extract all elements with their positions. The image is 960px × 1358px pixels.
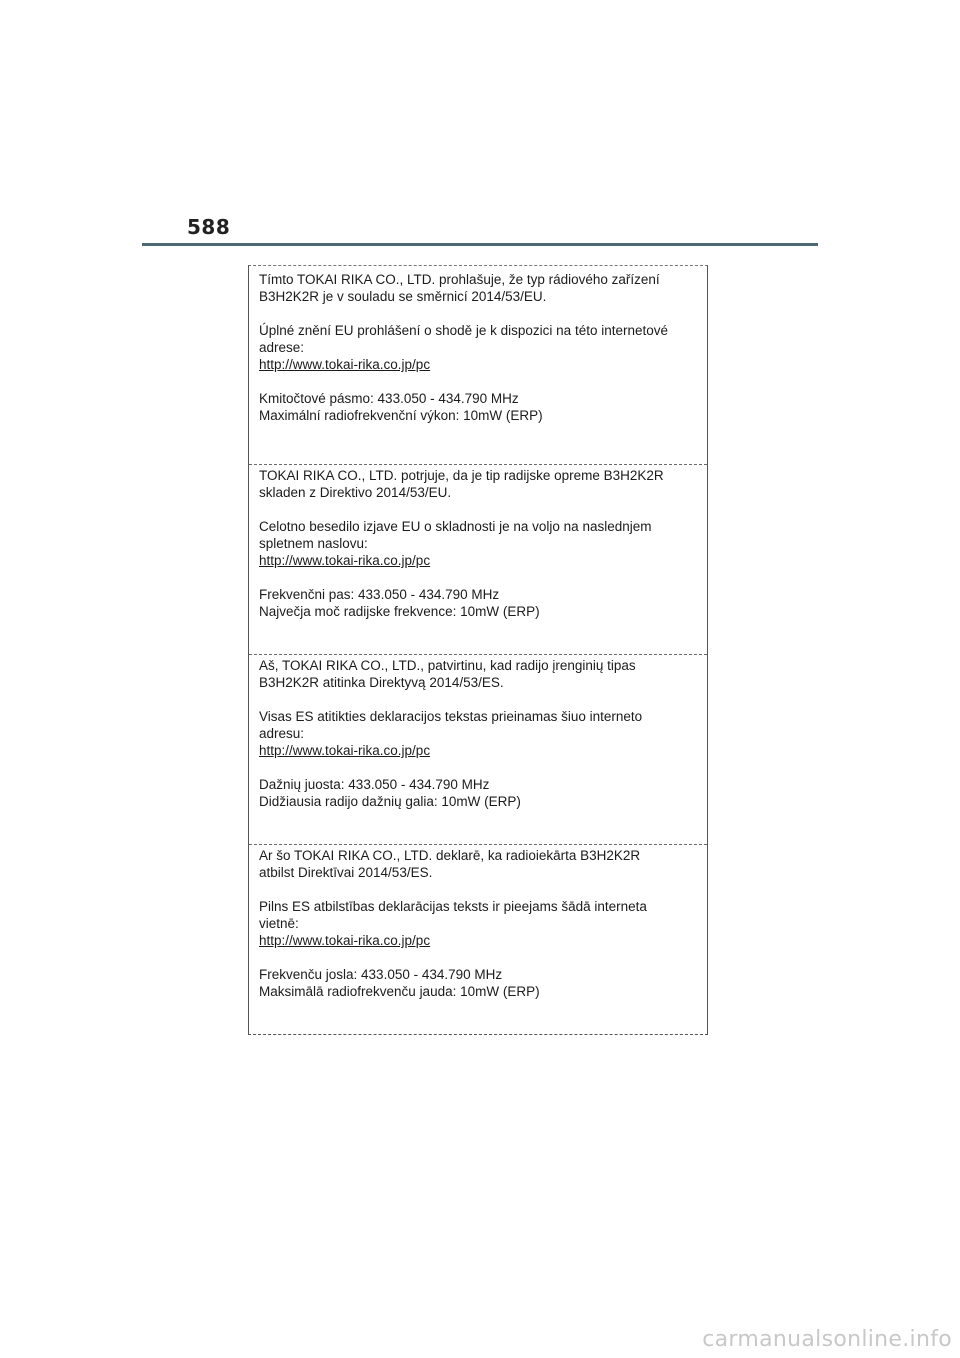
declaration-link[interactable]: http://www.tokai-rika.co.jp/pc <box>259 553 431 568</box>
declaration-link[interactable]: http://www.tokai-rika.co.jp/pc <box>259 357 431 372</box>
declaration-link[interactable]: http://www.tokai-rika.co.jp/pc <box>259 933 431 948</box>
page-number: 588 <box>187 215 231 239</box>
full-text-notice: spletnem naslovu: <box>259 536 368 551</box>
full-text-notice: adresu: <box>259 726 305 741</box>
max-power: Največja moč radijske frekvence: 10mW (ERP) <box>259 604 540 619</box>
declaration-text: B3H2K2R je v souladu se směrnicí 2014/53/EU. <box>259 289 547 304</box>
declaration-text: Ar šo TOKAI RIKA CO., LTD. deklarē, ka radioiekārta B3H2K2R <box>259 848 641 863</box>
declaration-section-slovenian <box>249 464 707 620</box>
full-text-notice: adrese: <box>259 340 305 355</box>
frequency-band: Kmitočtové pásmo: 433.050 - 434.790 MHz <box>259 391 519 406</box>
declaration-link[interactable]: http://www.tokai-rika.co.jp/pc <box>259 743 431 758</box>
full-text-notice: Visas ES atitikties deklaracijos tekstas prieinamas šiuo interneto <box>259 709 643 724</box>
declaration-section-lithuanian <box>249 654 707 810</box>
declaration-section-latvian <box>249 844 707 1000</box>
declaration-text: Tímto TOKAI RIKA CO., LTD. prohlašuje, že typ rádiového zařízení <box>259 272 660 287</box>
declaration-text: skladen z Direktivo 2014/53/EU. <box>259 485 452 500</box>
declaration-text: atbilst Direktīvai 2014/53/ES. <box>259 865 433 880</box>
full-text-notice: Pilns ES atbilstības deklarācijas teksts ir pieejams šādā interneta <box>259 899 647 914</box>
full-text-notice: Celotno besedilo izjave EU o skladnosti je na voljo na naslednjem <box>259 519 652 534</box>
declaration-box <box>248 265 708 1035</box>
declaration-text: Aš, TOKAI RIKA CO., LTD., patvirtinu, kad radijo įrenginių tipas <box>259 658 636 673</box>
full-text-notice: vietnē: <box>259 916 299 931</box>
declaration-text: B3H2K2R atitinka Direktyvą 2014/53/ES. <box>259 675 504 690</box>
full-text-notice: Úplné znění EU prohlášení o shodě je k dispozici na této internetové <box>259 323 669 338</box>
frequency-band: Frekvenču josla: 433.050 - 434.790 MHz <box>259 967 503 982</box>
declaration-text: TOKAI RIKA CO., LTD. potrjuje, da je tip radijske opreme B3H2K2R <box>259 468 664 483</box>
frequency-band: Frekvenčni pas: 433.050 - 434.790 MHz <box>259 587 500 602</box>
max-power: Maksimālā radiofrekvenču jauda: 10mW (ERP) <box>259 984 540 999</box>
declaration-section-czech <box>249 271 707 424</box>
header-rule <box>142 243 818 246</box>
max-power: Didžiausia radijo dažnių galia: 10mW (ERP) <box>259 794 521 809</box>
watermark: carmanualsonline.info <box>702 1327 952 1352</box>
frequency-band: Dažnių juosta: 433.050 - 434.790 MHz <box>259 777 490 792</box>
max-power: Maximální radiofrekvenční výkon: 10mW (ERP) <box>259 408 543 423</box>
